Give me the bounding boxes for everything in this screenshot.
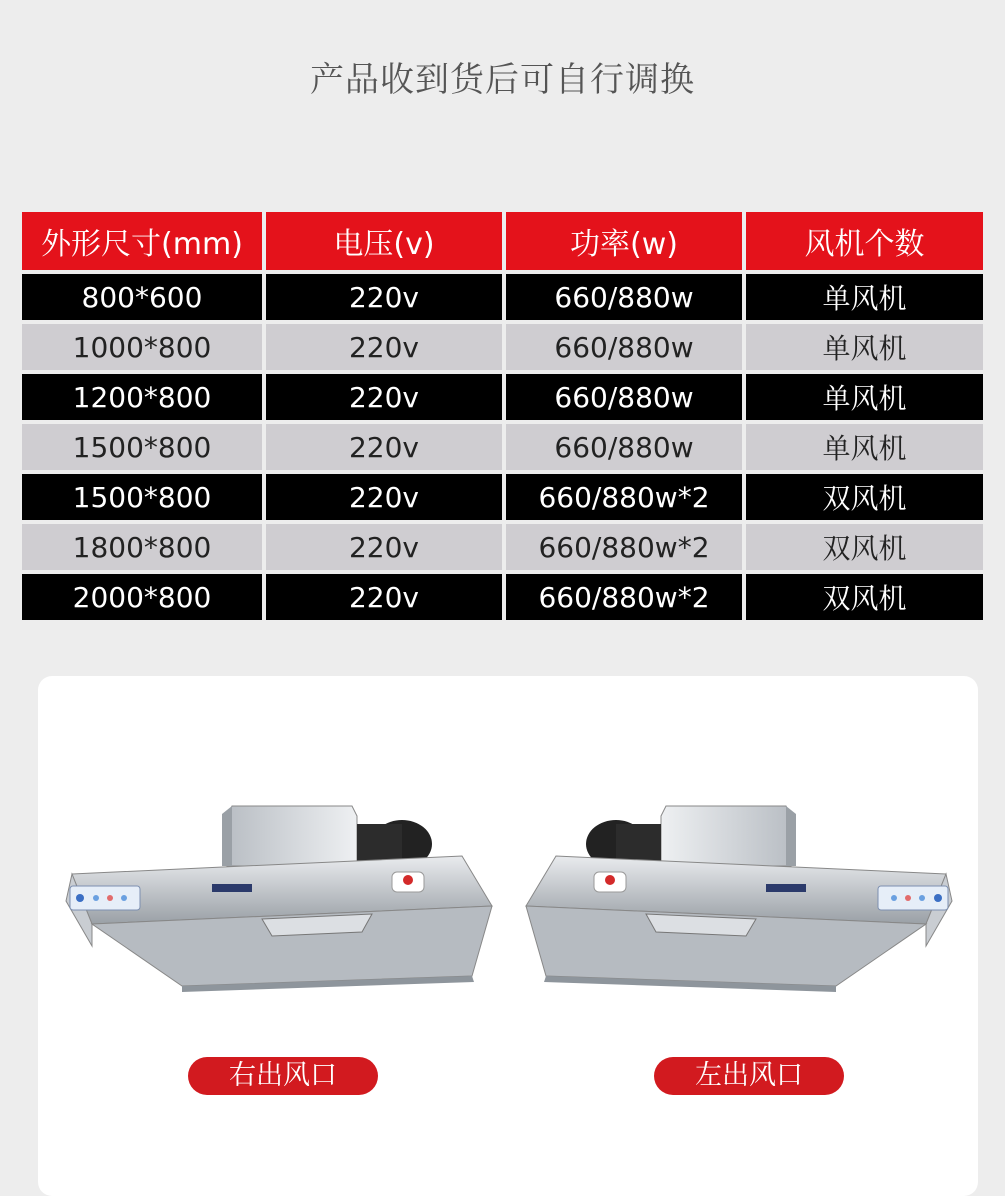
range-hood-left-outlet-image bbox=[516, 796, 956, 996]
cell-fan-count: 双风机 bbox=[746, 474, 983, 520]
cell-power: 660/880w bbox=[506, 274, 742, 320]
cell-fan-count: 单风机 bbox=[746, 274, 983, 320]
table-header-row bbox=[22, 212, 983, 270]
cell-power: 660/880w*2 bbox=[506, 524, 742, 570]
table-row bbox=[22, 424, 983, 470]
cell-voltage: 220v bbox=[266, 274, 502, 320]
cell-voltage: 220v bbox=[266, 424, 502, 470]
table-row bbox=[22, 474, 983, 520]
spec-table bbox=[18, 208, 987, 624]
cell-power: 660/880w bbox=[506, 424, 742, 470]
header-voltage: 电压(v) bbox=[266, 212, 502, 270]
cell-power: 660/880w*2 bbox=[506, 574, 742, 620]
header-power: 功率(w) bbox=[506, 212, 742, 270]
table-row bbox=[22, 524, 983, 570]
header-size: 外形尺寸(mm) bbox=[22, 212, 262, 270]
page-title: 产品收到货后可自行调换 bbox=[310, 60, 695, 100]
cell-size: 1500*800 bbox=[22, 424, 262, 470]
cell-power: 660/880w bbox=[506, 374, 742, 420]
left-outlet-label: 左出风口 bbox=[654, 1057, 844, 1095]
cell-power: 660/880w bbox=[506, 324, 742, 370]
table-row bbox=[22, 374, 983, 420]
table-row bbox=[22, 274, 983, 320]
cell-size: 1000*800 bbox=[22, 324, 262, 370]
cell-voltage: 220v bbox=[266, 324, 502, 370]
cell-fan-count: 双风机 bbox=[746, 574, 983, 620]
right-outlet-label: 右出风口 bbox=[188, 1057, 378, 1095]
cell-size: 800*600 bbox=[22, 274, 262, 320]
cell-fan-count: 单风机 bbox=[746, 374, 983, 420]
table-row bbox=[22, 574, 983, 620]
cell-voltage: 220v bbox=[266, 524, 502, 570]
cell-size: 1500*800 bbox=[22, 474, 262, 520]
cell-size: 1800*800 bbox=[22, 524, 262, 570]
range-hood-right-outlet-image bbox=[62, 796, 502, 996]
cell-fan-count: 单风机 bbox=[746, 424, 983, 470]
cell-fan-count: 双风机 bbox=[746, 524, 983, 570]
header-fan-count: 风机个数 bbox=[746, 212, 983, 270]
cell-fan-count: 单风机 bbox=[746, 324, 983, 370]
cell-voltage: 220v bbox=[266, 374, 502, 420]
product-image-card bbox=[38, 676, 978, 1196]
cell-size: 2000*800 bbox=[22, 574, 262, 620]
cell-voltage: 220v bbox=[266, 474, 502, 520]
cell-power: 660/880w*2 bbox=[506, 474, 742, 520]
cell-size: 1200*800 bbox=[22, 374, 262, 420]
table-row bbox=[22, 324, 983, 370]
cell-voltage: 220v bbox=[266, 574, 502, 620]
